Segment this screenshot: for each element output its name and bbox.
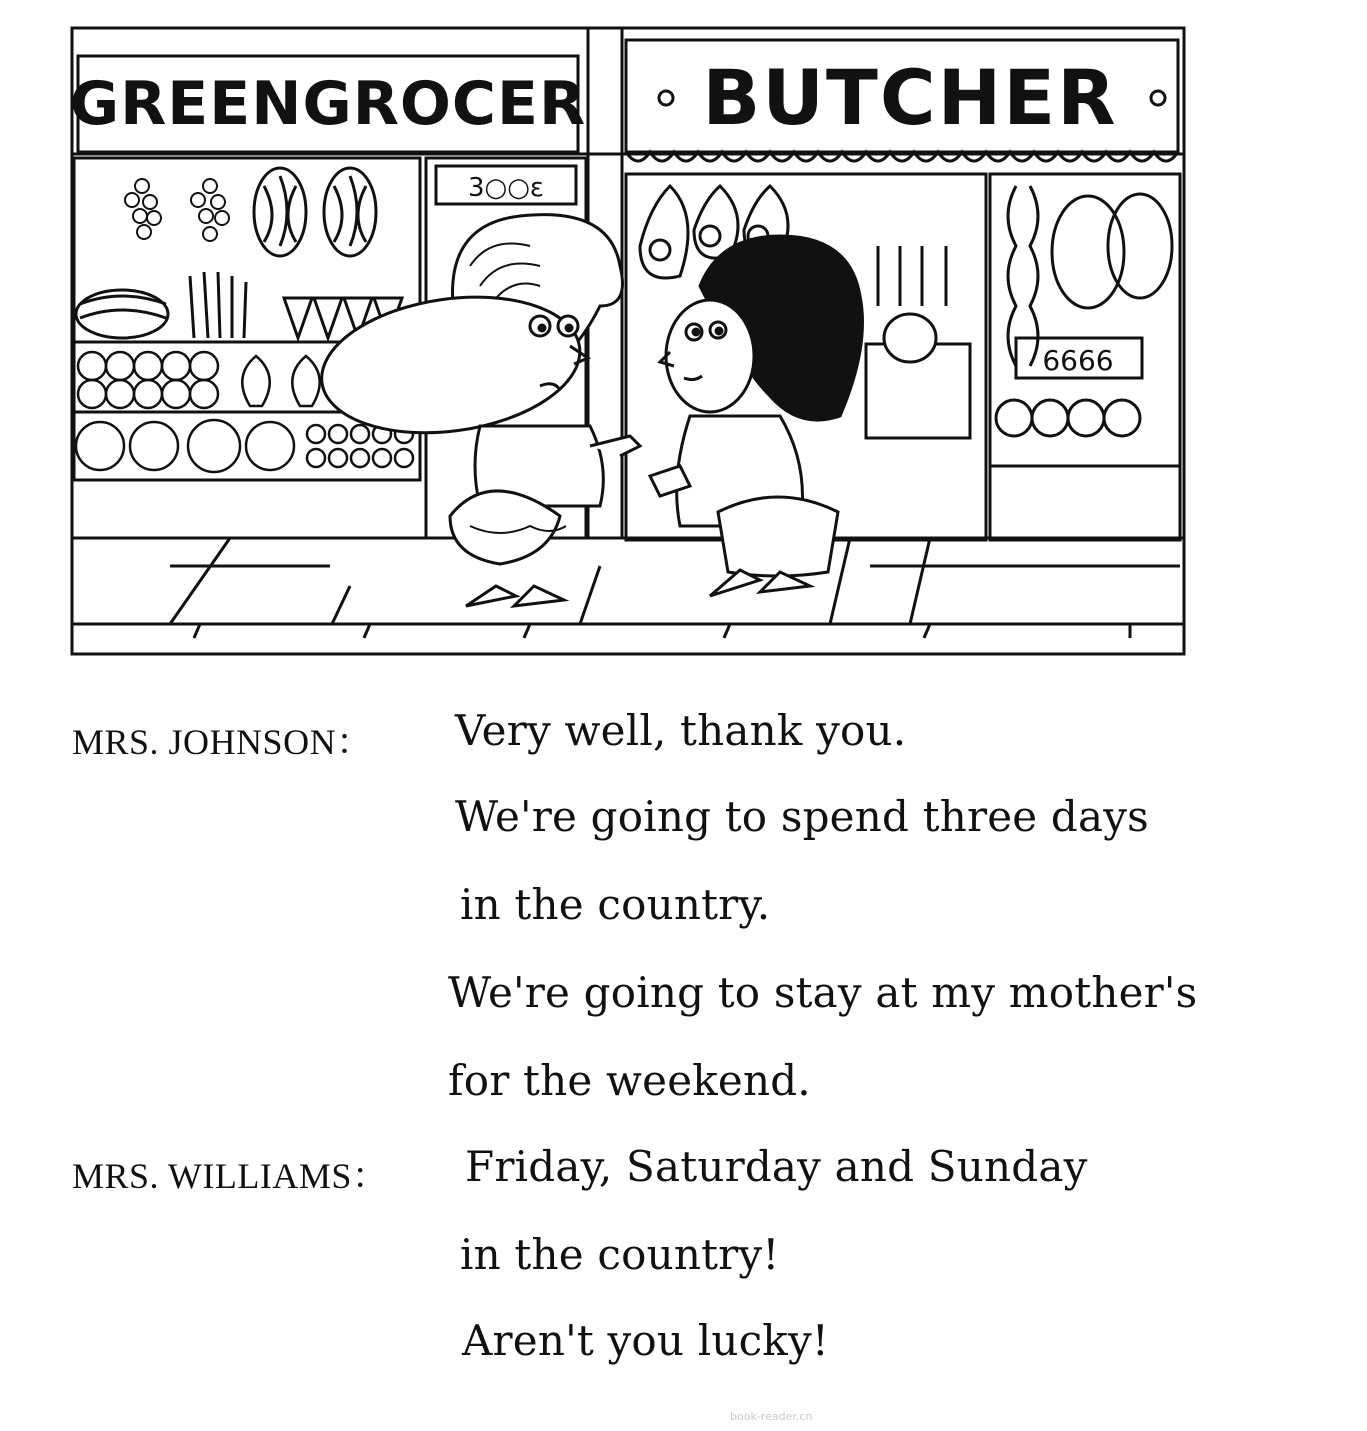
butcher-sign: BUTCHER <box>702 53 1118 142</box>
dialogue-line: Friday, Saturday and Sunday <box>465 1142 1088 1191</box>
meat-tags: 6666 <box>1042 344 1114 377</box>
watermark: book-reader.cn <box>730 1410 813 1423</box>
speaker-mrs-williams: MRS. WILLIAMS： <box>72 1156 389 1196</box>
dialogue-line: Aren't you lucky! <box>462 1316 829 1365</box>
door-number: 3○○ε <box>468 173 544 203</box>
dialogue-line: in the country. <box>460 880 771 929</box>
dialogue-line: in the country! <box>460 1230 780 1279</box>
dialogue-line: We're going to spend three days <box>455 792 1149 841</box>
dialogue-line: Very well, thank you. <box>455 706 907 755</box>
dialogue-line: for the weekend. <box>448 1056 811 1105</box>
dialogue-line: We're going to stay at my mother's <box>448 968 1198 1017</box>
greengrocer-sign: GREENGROCER <box>70 69 587 139</box>
shop-illustration <box>70 26 1186 656</box>
speaker-mrs-johnson: MRS. JOHNSON： <box>72 722 373 762</box>
